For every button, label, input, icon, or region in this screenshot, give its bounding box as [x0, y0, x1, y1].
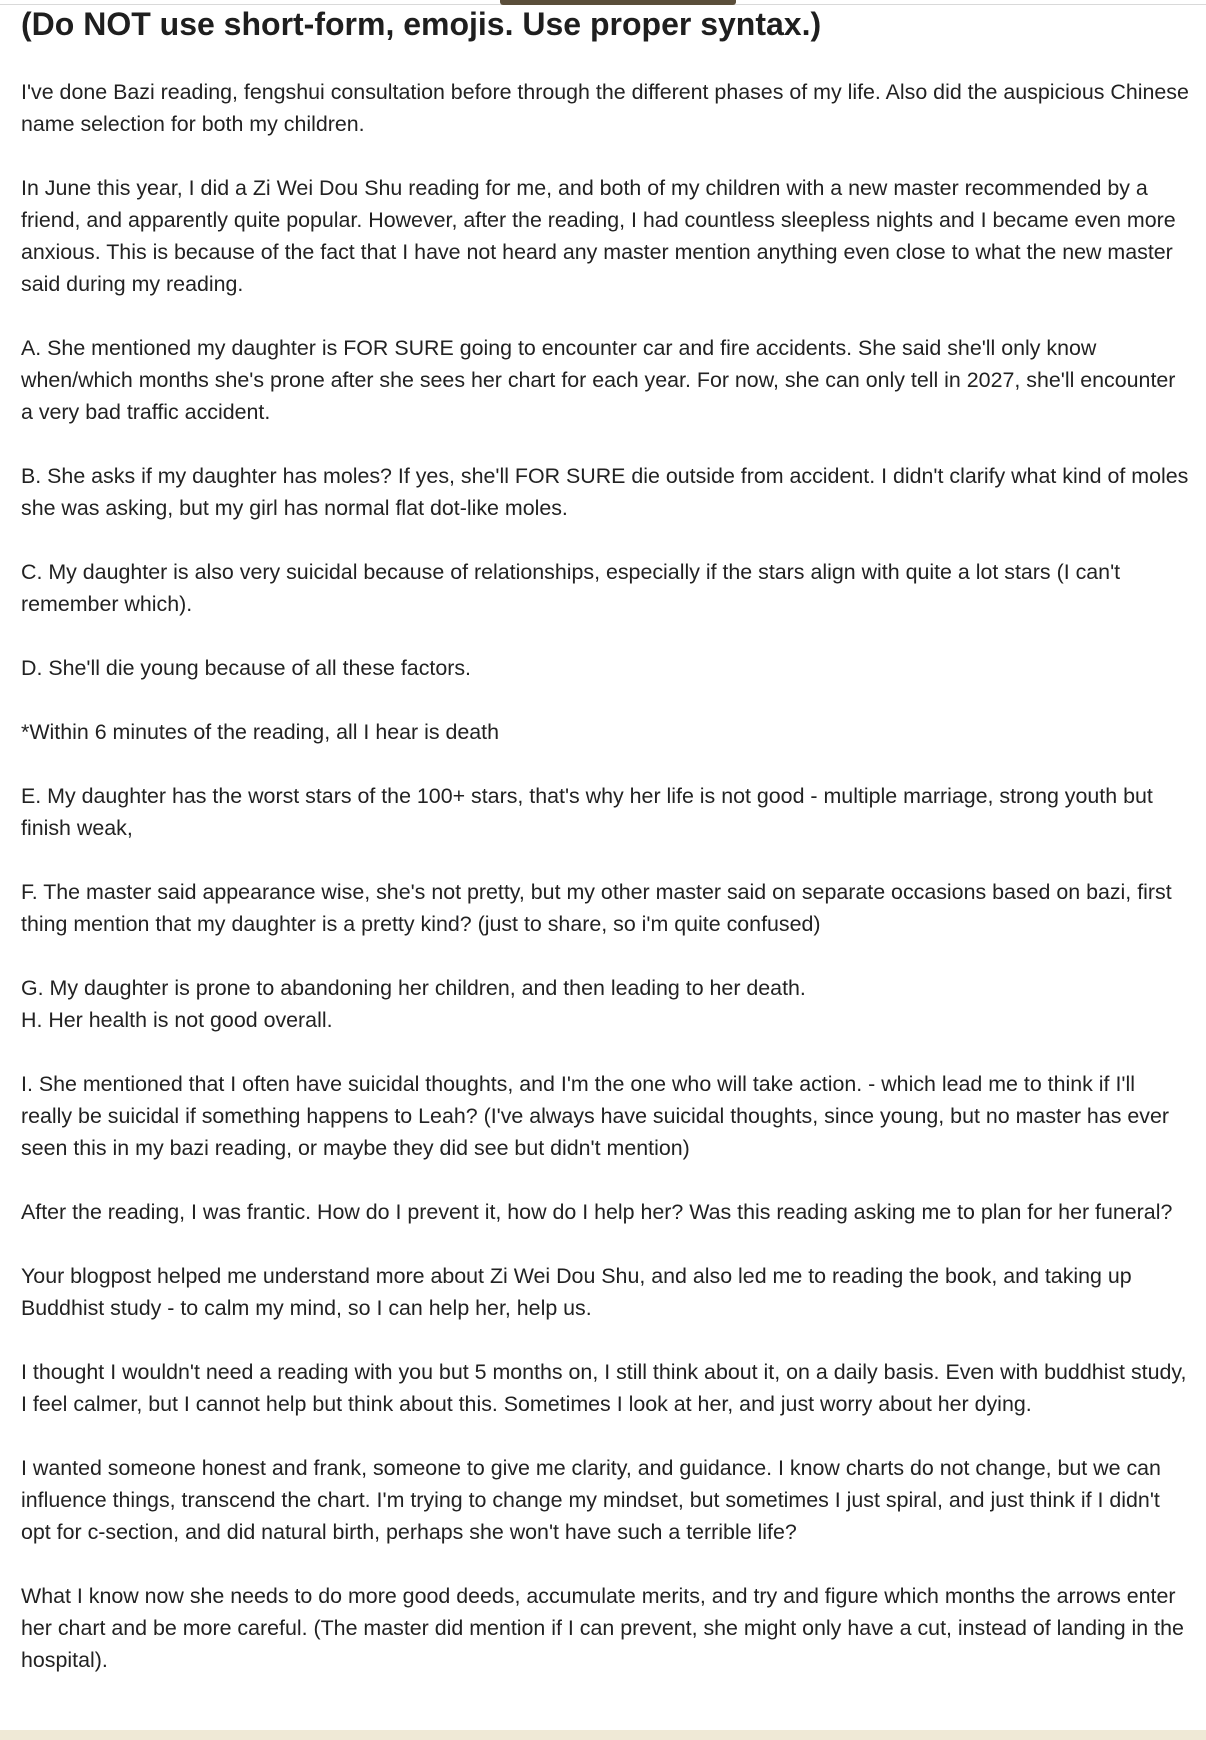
paragraph-june-reading: In June this year, I did a Zi Wei Dou Shu reading for me, and both of my children with a new master recommended by a friend, and apparently quite popular. However, after the reading, I had countless sleepless nights and I became even more anxious. This is because of the fact that I have not heard any master mention anything even close to what the new master said during my reading. — [21, 176, 1176, 296]
paragraph-point-g: G. My daughter is prone to abandoning her children, and then leading to her death. — [21, 976, 806, 1000]
paragraph-point-b: B. She asks if my daughter has moles? If yes, she'll FOR SURE die outside from accident. I didn't clarify what kind of moles she was asking, but my girl has normal flat dot-like moles. — [21, 464, 1189, 520]
paragraph-after-reading: After the reading, I was frantic. How do I prevent it, how do I help her? Was this reading asking me to plan for her funeral? — [21, 1200, 1173, 1224]
paragraph-blogpost: Your blogpost helped me understand more about Zi Wei Dou Shu, and also led me to reading the book, and taking up Buddhist study - to calm my mind, so I can help her, help us. — [21, 1264, 1132, 1320]
paragraph-honest-frank: I wanted someone honest and frank, someone to give me clarity, and guidance. I know charts do not change, but we can influence things, transcend the chart. I'm trying to change my mindset, but sometimes I just spiral, and just think if I didn't opt for c-section, and did natural birth, perhaps she won't have such a terrible life? — [21, 1456, 1161, 1544]
paragraph-point-h: H. Her health is not good overall. — [21, 1008, 333, 1032]
paragraph-good-deeds: What I know now she needs to do more good deeds, accumulate merits, and try and figure which months the arrows enter her chart and be more careful. (The master did mention if I can prevent, she might only have a cut, instead of landing in the hospital). — [21, 1584, 1184, 1672]
paragraph-point-i: I. She mentioned that I often have suicidal thoughts, and I'm the one who will take action. - which lead me to think if I'll really be suicidal if something happens to Leah? (I've always have suicidal thoughts, since young, but no master has ever seen this in my bazi reading, or maybe they did see but didn't mention) — [21, 1072, 1169, 1160]
paragraph-note-death: *Within 6 minutes of the reading, all I hear is death — [21, 720, 499, 744]
paragraph-point-f: F. The master said appearance wise, she's not pretty, but my other master said on separate occasions based on bazi, first thing mention that my daughter is a pretty kind? (just to share, so i'm quite confused) — [21, 880, 1172, 936]
paragraph-point-d: D. She'll die young because of all these factors. — [21, 656, 471, 680]
instruction-heading: (Do NOT use short-form, emojis. Use proper syntax.) — [21, 6, 822, 42]
bottom-band — [0, 1730, 1206, 1740]
paragraph-five-months: I thought I wouldn't need a reading with you but 5 months on, I still think about it, on a daily basis. Even with buddhist study, I feel calmer, but I cannot help but think about this. Sometimes I look at her, and just worry about her dying. — [21, 1360, 1187, 1416]
paragraph-intro: I've done Bazi reading, fengshui consultation before through the different phases of my life. Also did the auspicious Chinese name selection for both my children. — [21, 80, 1189, 136]
paragraph-point-c: C. My daughter is also very suicidal because of relationships, especially if the stars align with quite a lot stars (I can't remember which). — [21, 560, 1121, 616]
paragraph-point-a: A. She mentioned my daughter is FOR SURE going to encounter car and fire accidents. She said she'll only know when/which months she's prone after she sees her chart for each year. For now, she can only tell in 2027, she'll encounter a very bad traffic accident. — [21, 336, 1176, 424]
paragraph-point-e: E. My daughter has the worst stars of the 100+ stars, that's why her life is not good - multiple marriage, strong youth but finish weak, — [21, 784, 1153, 840]
message-body — [21, 0, 1191, 1676]
